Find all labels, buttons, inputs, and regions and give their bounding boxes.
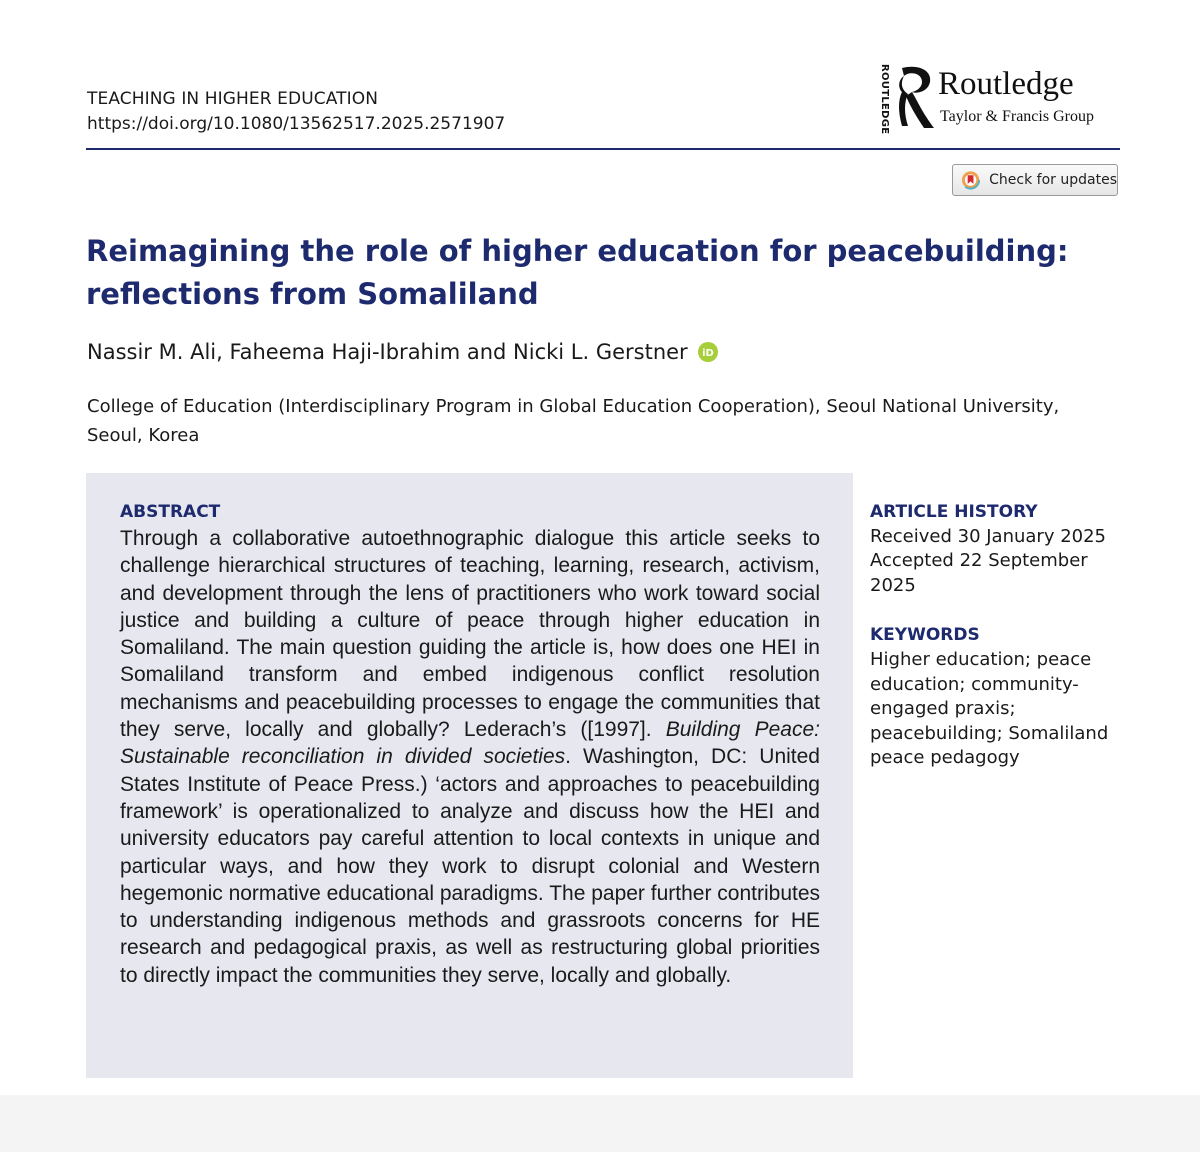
keywords-heading: KEYWORDS [870,625,980,645]
affiliation-line-1: College of Education (Interdisciplinary Program in Global Education Cooperation), Seoul National University, [87,396,1060,417]
accepted-date-line-1: Accepted 22 September [870,550,1088,571]
title-line-2: reflections from Somaliland [86,277,539,311]
abstract-text-part-1: Through a collaborative autoethnographic dialogue this article seeks to challenge hierarchical structures of teaching, learning, research, activism, and development through the lens of practitioners who work toward social justice and building a culture of peace through higher education in Somaliland. The main question guiding the article is, how does one HEI in Somaliland transform and embed indigenous conflict resolution mechanisms and peacebuilding processes to engage the communities that they serve, locally and globally? Lederach’s ([1997]. [120,527,820,742]
logo-group-name: Taylor & Francis Group [940,108,1094,125]
keywords-list: Higher education; peace education; community-engaged praxis; peacebuilding; Somaliland peace pedagogy [870,649,1109,769]
abstract-text-part-2: . Washington, DC: United States Institute of Peace Press.) ‘actors and approaches to peacebuilding framework’ is operationalized to analyze and discuss how the HEI and university educators pay careful attention to local contexts in unique and particular ways, and how they work to disrupt colonial and Western hegemonic normative educational paradigms. The paper further contributes to understanding indigenous methods and grassroots concerns for HE research and pedagogical praxis, as well as restructuring global priorities to directly impact the communities they serve, locally and globally. [120,745,821,987]
journal-name: TEACHING IN HIGHER EDUCATION [87,89,379,109]
abstract-body [120,525,820,989]
svg-text:iD: iD [701,348,714,359]
orcid-icon[interactable] [698,342,718,362]
author-list [87,340,718,364]
affiliation [87,392,1127,450]
article-history-heading: ARTICLE HISTORY [870,502,1038,522]
title-line-1: Reimagining the role of higher education for peacebuilding: [86,234,1069,268]
logo-wordmark: Routledge [938,66,1074,102]
article-title [86,230,1146,316]
crossmark-icon [961,170,980,190]
abstract-book-title: Building Peace: Sustainable reconciliation in divided societies [120,718,820,769]
received-date: Received 30 January 2025 [870,526,1107,547]
affiliation-line-2: Seoul, Korea [87,425,200,446]
check-for-updates-label: Check for updates [989,172,1117,188]
check-for-updates-button[interactable] [952,164,1118,196]
accepted-date-line-2: 2025 [870,575,916,596]
authors-text: Nassir M. Ali, Faheema Haji-Ibrahim and Nicki L. Gerstner [87,340,688,364]
header-rule [86,148,1120,150]
logo-side-text: ROUTLEDGE [879,64,890,135]
abstract-heading: ABSTRACT [120,502,221,522]
viewer-bottom-area [0,1095,1200,1152]
routledge-logo-mark-icon [896,62,938,132]
routledge-logo [878,58,1123,138]
doi-link[interactable]: https://doi.org/10.1080/13562517.2025.2571907 [87,114,506,134]
